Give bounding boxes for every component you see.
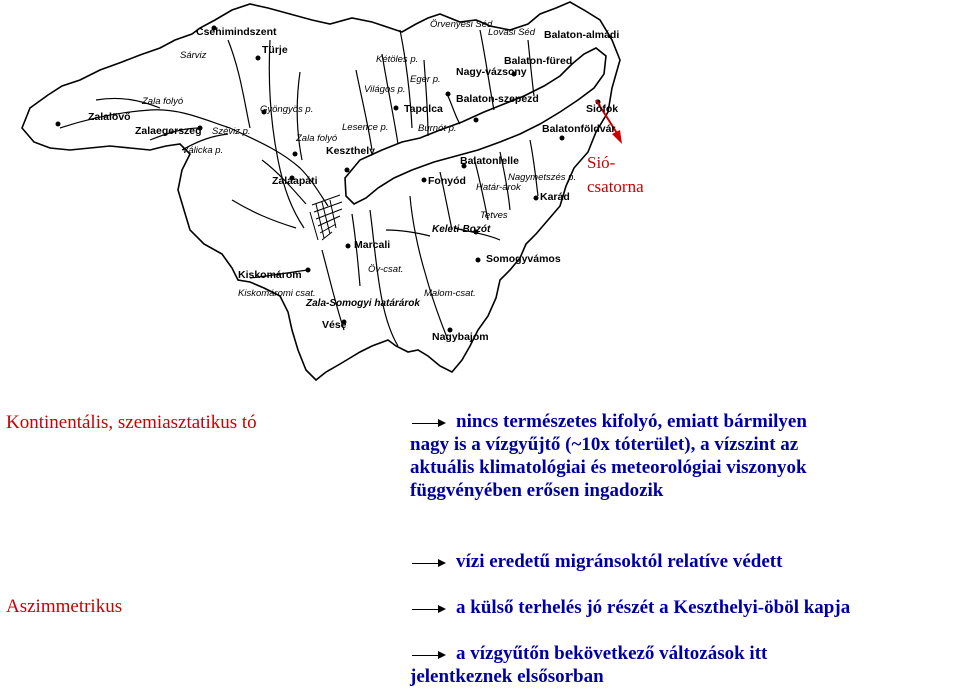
- label-sarviz: Sárviz: [180, 50, 207, 61]
- label-turje: Türje: [262, 44, 288, 56]
- label-vilagos-p: Világos p.: [364, 84, 406, 95]
- label-fonyod: Fonyód: [428, 175, 466, 187]
- label-siofok: Siófok: [586, 103, 619, 115]
- label-eger-p: Eger p.: [410, 74, 441, 85]
- label-ketoles-p: Kétöles p.: [376, 54, 419, 65]
- bullet-2-line-1: vízi eredetű migránsoktól relatíve védett: [456, 551, 783, 572]
- label-vese: Vése: [322, 319, 347, 331]
- label-keszthely: Keszthely: [326, 145, 376, 157]
- bullet-4-line-1: a vízgyűtőn bekövetkező változások itt: [456, 643, 768, 664]
- label-lesence-p: Lesence p.: [342, 122, 389, 133]
- label-balatonlelle: Balatonlelle: [460, 155, 519, 167]
- label-balatonszepezd: Balaton-szepezd: [456, 93, 539, 105]
- label-kiskomarom: Kiskomárom: [238, 269, 302, 281]
- label-sio-line2: csatorna: [587, 177, 644, 196]
- label-zala-folyo-2: Zala folyó: [296, 133, 338, 144]
- label-orvenyesi-sed: Örvenyesi Séd: [430, 19, 493, 30]
- kis-balaton-hatch: [310, 195, 342, 240]
- bullet-1-line-4: függvényében erősen ingadozik: [410, 480, 664, 501]
- label-karad: Karád: [540, 191, 570, 203]
- bullet-1-line-2: nagy is a vízgyűjtő (~10x tóterület), a vízszint az: [410, 434, 799, 455]
- arrow-icon: [410, 649, 446, 661]
- bullet-3: [410, 596, 850, 619]
- label-hatararok: Határ-árok: [476, 182, 521, 193]
- arrow-icon: [410, 557, 446, 569]
- bullet-1: [410, 410, 807, 502]
- label-gyongyos-p: Gyöngyös p.: [260, 104, 314, 115]
- label-balatonfoldvar: Balatonföldvár: [542, 123, 616, 135]
- label-aszimmetrikus: Aszimmetrikus: [6, 596, 123, 617]
- label-lovasi-sed: Lovasi Séd: [488, 27, 536, 38]
- label-zalalovo: Zalalövő: [88, 111, 131, 123]
- label-nagyvazsony: Nagy-vázsony: [456, 66, 527, 78]
- label-zalaapati: Zalaapáti: [272, 175, 318, 187]
- label-tetves: Tetves: [480, 210, 508, 221]
- label-somogyvamos: Somogyvámos: [486, 253, 561, 265]
- label-sziviz-p: Széviz p.: [212, 126, 251, 137]
- bullet-1-line-3: aktuális klimatológiai és meteorológiai viszonyok: [410, 457, 807, 478]
- label-nagybajom: Nagybajom: [432, 331, 489, 343]
- label-zala-folyo: Zala folyó: [142, 96, 184, 107]
- bullet-2: [410, 550, 782, 573]
- label-zalaegerszeg: Zalaegerszeg: [135, 125, 202, 137]
- label-kiskomaromi-csat: Kiskomáromi csat.: [238, 288, 316, 299]
- arrow-icon: [410, 603, 446, 615]
- label-ov-csat: Öv-csat.: [368, 264, 404, 275]
- label-tapolca: Tapolca: [404, 103, 443, 115]
- label-keleti-bozot: Keleti-Bozót: [432, 224, 491, 235]
- label-balatonalmadi: Balaton-almádi: [544, 29, 620, 41]
- label-nagymetszes-p: Nagymetszés p.: [508, 172, 577, 183]
- label-sio-line1: Sió-: [587, 153, 616, 172]
- bullet-4-line-2: jelentkeznek elsősorban: [410, 666, 604, 687]
- bullet-3-line-1: a külső terhelés jó részét a Keszthelyi-öböl kapja: [456, 597, 851, 618]
- label-malom-csat: Malom-csat.: [424, 288, 476, 299]
- label-balatonfured: Balaton-füred: [504, 55, 573, 67]
- label-kontinentalis: Kontinentális, szemiasztatikus tó: [6, 412, 257, 433]
- label-valicka-p: Válicka p.: [182, 145, 224, 156]
- bullet-4: [410, 642, 767, 688]
- label-marcali: Marcali: [354, 239, 391, 251]
- label-burnot-p: Burnót p.: [418, 123, 457, 134]
- bullet-1-line-1: nincs természetes kifolyó, emiatt bármilyen: [456, 411, 807, 432]
- label-csehimindszent: Csehimindszent: [196, 26, 277, 38]
- label-zala-somogyi: Zala-Somogyi határárok: [306, 298, 420, 309]
- arrow-icon: [410, 417, 446, 429]
